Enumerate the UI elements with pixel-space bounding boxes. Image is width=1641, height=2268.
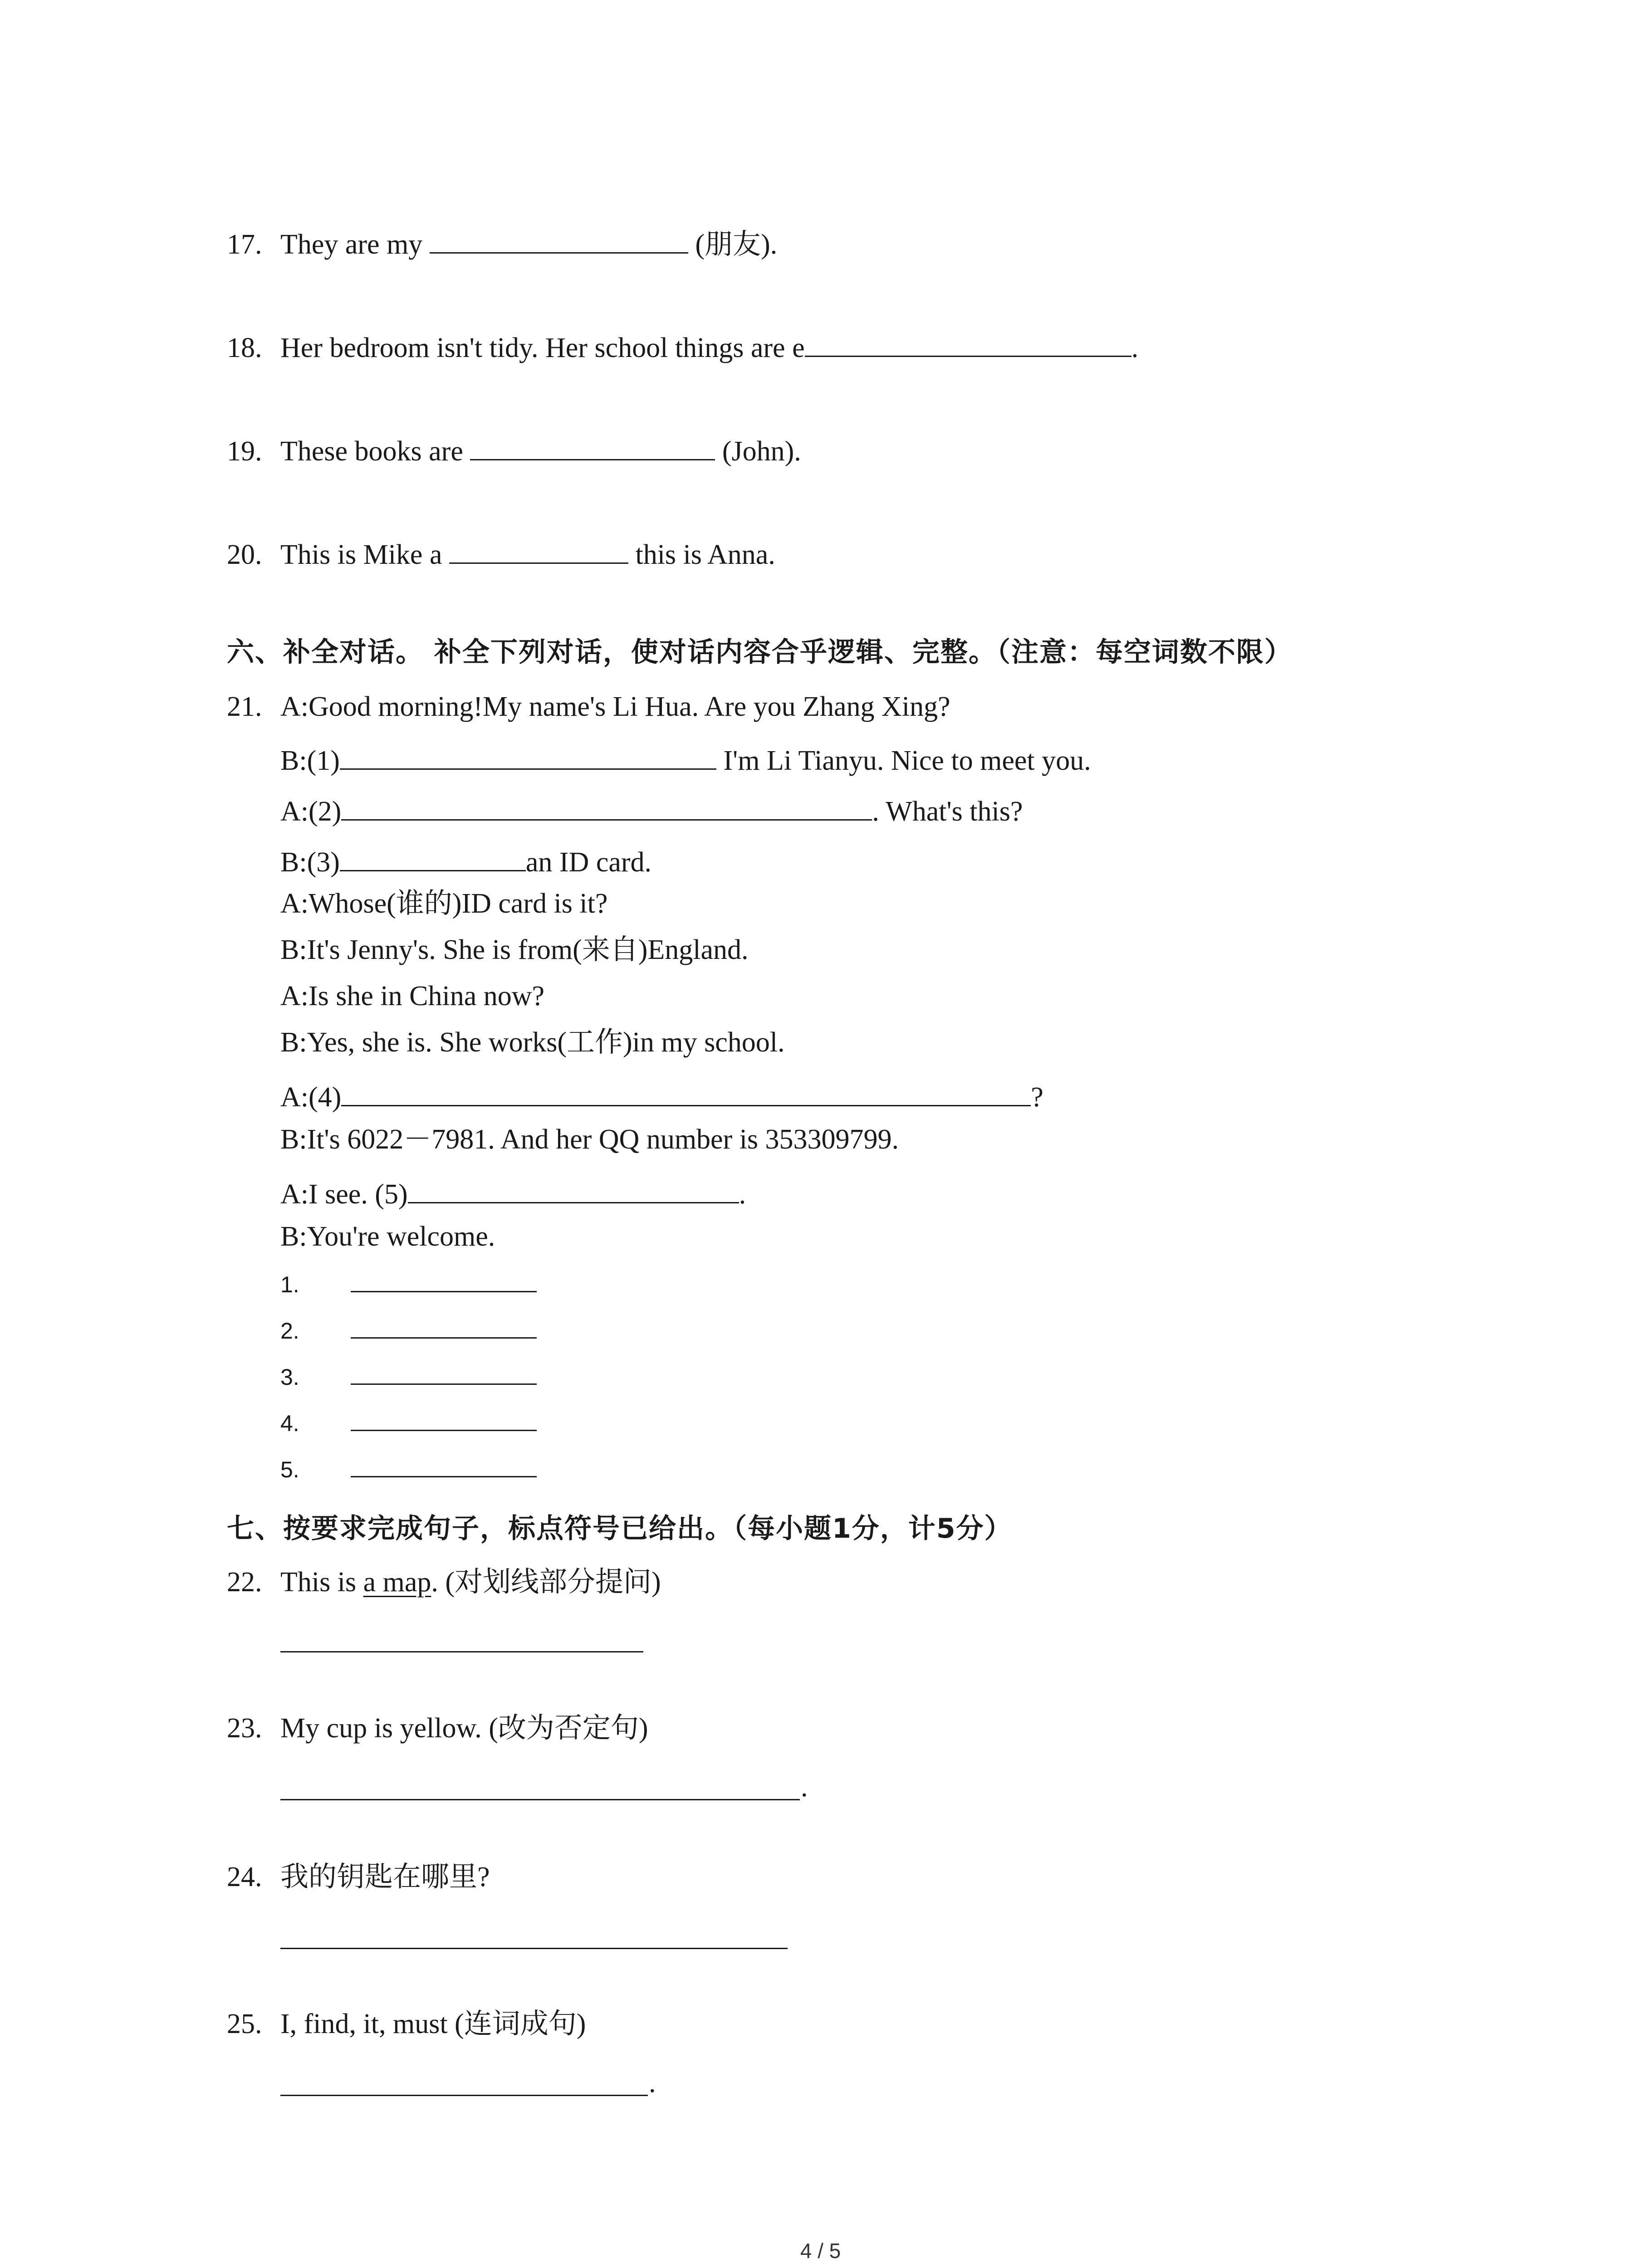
dialogue-speaker: A:I see. (5) [280,1179,408,1210]
dialogue-text: I'm Li Tianyu. Nice to meet you. [723,745,1091,776]
question-17 [227,222,777,263]
dialogue-blank-3[interactable] [340,840,526,871]
answer-row-1 [280,1266,537,1300]
answer-number: 2. [280,1318,299,1344]
question-number: 21. [227,691,262,722]
question-text: They are my [280,229,423,260]
answer-number: 4. [280,1411,299,1436]
dialogue-text: ? [1031,1082,1043,1113]
question-number: 18. [227,332,262,363]
question-25 [227,2006,586,2042]
answer-line-24[interactable] [280,1947,788,1949]
question-text: These books are [280,436,463,467]
section-heading: 六、补全对话。 补全下列对话，使对话内容合乎逻辑、完整。（注意：每空词数不限） [227,636,1293,668]
answer-period: . [801,1772,808,1803]
question-23 [227,1710,648,1746]
dialogue-text: . What's this? [872,796,1023,827]
dialogue-speaker: B:(3) [280,847,340,878]
answer-blank[interactable] [449,533,628,564]
question-text: My cup is yellow. (改为否定句) [280,1713,648,1744]
dialogue-text: . [739,1179,746,1210]
answer-period: . [649,2068,656,2098]
answer-blank[interactable] [351,1312,537,1339]
dialogue-line [280,1172,746,1212]
question-text: This is Mike a [280,539,442,570]
answer-row-4 [280,1404,537,1439]
dialogue-line: A:Whose(谁的)ID card is it? [280,888,608,919]
question-text: Her bedroom isn't tidy. Her school things are e [280,332,805,363]
answer-number: 5. [280,1457,299,1482]
question-21 [227,689,950,725]
question-number: 19. [227,436,262,467]
answer-number: 1. [280,1272,299,1297]
dialogue-line: B:It's 6022－7981. And her QQ number is 353309799. [280,1124,899,1155]
question-text: 我的钥匙在哪里? [280,1862,490,1892]
question-number: 25. [227,2009,262,2039]
dialogue-line [280,1075,1043,1115]
dialogue-line [280,738,1091,779]
answer-row-3 [280,1358,537,1393]
answer-blank[interactable] [805,326,1132,357]
question-20 [227,533,775,573]
question-18 [227,326,1138,366]
dialogue-line: B:Yes, she is. She works(工作)in my school. [280,1027,785,1058]
dialogue-text: an ID card. [525,847,652,878]
question-19 [227,429,801,469]
dialogue-blank-5[interactable] [408,1172,739,1203]
answer-blank[interactable] [351,1358,537,1385]
dialogue-line: B:You're welcome. [280,1221,495,1252]
question-punct: . [1131,332,1139,363]
section-heading: 七、按要求完成句子，标点符号已给出。（每小题1分，计5分） [227,1513,1013,1545]
answer-row-2 [280,1312,537,1347]
question-hint: (朋友). [695,229,778,260]
answer-blank[interactable] [430,222,688,254]
answer-line-23[interactable] [280,1798,800,1800]
question-text-end: this is Anna. [635,539,775,570]
dialogue-line: A:Good morning!My name's Li Hua. Are you Zhang Xing? [280,691,950,722]
dialogue-line [280,789,1023,830]
dialogue-blank-4[interactable] [341,1075,1031,1106]
dialogue-speaker: A:(2) [280,796,342,827]
question-instruction: . (对划线部分提问) [431,1567,661,1598]
question-text: I, find, it, must (连词成句) [280,2009,586,2039]
question-number: 20. [227,539,262,570]
question-number: 24. [227,1862,262,1892]
answer-blank[interactable] [351,1266,537,1292]
dialogue-line: A:Is she in China now? [280,981,545,1012]
question-text: This is [280,1567,363,1598]
dialogue-line [280,840,652,880]
answer-number: 3. [280,1364,299,1390]
question-hint: (John). [722,436,801,467]
dialogue-blank-1[interactable] [340,738,716,770]
answer-line-22[interactable] [280,1650,643,1652]
answer-blank[interactable] [470,429,715,460]
dialogue-speaker: A:(4) [280,1082,342,1113]
question-24 [227,1859,490,1895]
answer-line-25[interactable] [280,2094,648,2096]
underlined-part: a map [363,1567,431,1598]
question-number: 17. [227,229,262,260]
question-22 [227,1564,661,1600]
dialogue-blank-2[interactable] [341,789,872,821]
dialogue-speaker: B:(1) [280,745,340,776]
page-number: 4 / 5 [800,2239,841,2263]
answer-blank[interactable] [351,1404,537,1431]
question-number: 22. [227,1567,262,1598]
question-number: 23. [227,1713,262,1744]
dialogue-line: B:It's Jenny's. She is from(来自)England. [280,934,749,965]
answer-blank[interactable] [351,1451,537,1477]
answer-row-5 [280,1451,537,1486]
